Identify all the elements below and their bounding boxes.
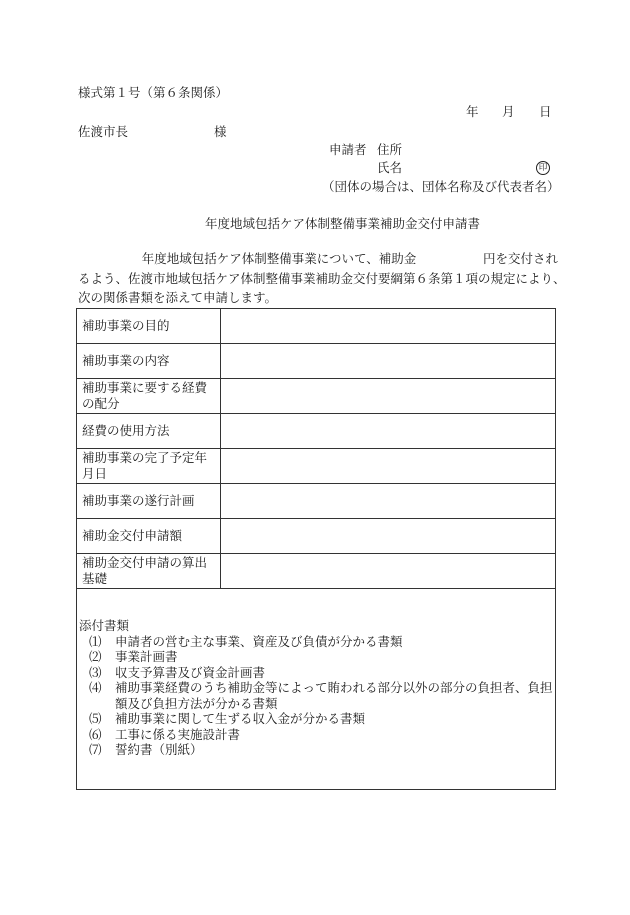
seal-text: 印 bbox=[536, 161, 550, 175]
body-line1-b: 円を交付され bbox=[482, 251, 558, 266]
row-label: 補助事業の目的 bbox=[77, 309, 221, 344]
attachment-number: ⑵ bbox=[89, 649, 102, 664]
addressee-honorific: 様 bbox=[214, 124, 227, 139]
row-label: 補助金交付申請額 bbox=[77, 519, 221, 554]
table-row bbox=[77, 449, 556, 484]
name-label: 氏名 bbox=[377, 160, 403, 175]
attachment-item bbox=[79, 665, 555, 681]
row-value-field[interactable] bbox=[221, 344, 556, 379]
row-label bbox=[77, 554, 221, 589]
row-label bbox=[77, 379, 221, 414]
attachment-text-group bbox=[115, 680, 553, 711]
applicant-label: 申請者 bbox=[329, 142, 367, 157]
row-value-field[interactable] bbox=[221, 379, 556, 414]
address-label: 住所 bbox=[377, 142, 403, 157]
attachment-number: ⑶ bbox=[89, 664, 102, 680]
document-title: 年度地域包括ケア体制整備事業補助金交付申請書 bbox=[205, 216, 481, 231]
form-number: 様式第１号（第６条関係） bbox=[78, 85, 229, 100]
attachment-text-continued: 額及び負担方法が分かる書類 bbox=[115, 695, 278, 711]
table-row bbox=[77, 484, 556, 519]
row-label: 経費の使用方法 bbox=[77, 414, 221, 449]
row-value-field[interactable] bbox=[221, 414, 556, 449]
table-row bbox=[77, 379, 556, 414]
attachment-text: 収支予算書及び資金計画書 bbox=[115, 664, 266, 680]
row-label-line-2: 基礎 bbox=[82, 571, 108, 586]
date-year-label: 年 bbox=[466, 104, 479, 119]
date-day-label: 日 bbox=[539, 104, 552, 119]
attachment-number: ⑷ bbox=[89, 680, 102, 695]
group-note: （団体の場合は、団体名称及び代表者名） bbox=[322, 179, 560, 194]
table-row bbox=[77, 344, 556, 379]
attachment-item bbox=[79, 680, 555, 711]
attachment-item bbox=[79, 727, 555, 743]
row-value-field[interactable] bbox=[221, 519, 556, 554]
row-label-line-2: の配分 bbox=[82, 396, 120, 411]
row-label: 補助事業の内容 bbox=[77, 344, 221, 379]
attachment-item bbox=[79, 742, 555, 758]
attachment-number: ⑸ bbox=[89, 711, 102, 726]
attachment-item bbox=[79, 634, 555, 650]
attachment-text: 補助事業に関して生ずる収入金が分かる書類 bbox=[115, 711, 366, 726]
attachment-number: ⑹ bbox=[89, 726, 102, 742]
row-label-line-1: 補助事業に要する経費 bbox=[82, 380, 208, 395]
attachment-text: 補助事業経費のうち補助金等によって賄われる部分以外の部分の負担者、負担 bbox=[115, 680, 553, 695]
table-row bbox=[77, 519, 556, 554]
attachments-section bbox=[77, 589, 555, 758]
attachment-text: 申請者の営む主な事業、資産及び負債が分かる書類 bbox=[115, 633, 403, 649]
table-row bbox=[77, 554, 556, 589]
body-line1-a: 年度地域包括ケア体制整備事業について、補助金 bbox=[141, 251, 417, 266]
attachments-row bbox=[77, 589, 556, 790]
application-table bbox=[76, 308, 556, 790]
attachment-number: ⑴ bbox=[89, 633, 102, 649]
body-text bbox=[78, 249, 566, 308]
body-line-3: 次の関係書類を添えて申請します。 bbox=[78, 290, 278, 305]
row-value-field[interactable] bbox=[221, 309, 556, 344]
attachment-text: 工事に係る実施設計書 bbox=[115, 726, 241, 742]
attachment-text: 事業計画書 bbox=[115, 649, 178, 664]
row-value-field[interactable] bbox=[221, 554, 556, 589]
attachment-item bbox=[79, 649, 555, 665]
row-label-line-1: 補助事業の完了予定年 bbox=[82, 450, 208, 465]
attachments-heading: 添付書類 bbox=[79, 618, 130, 633]
attachment-text: 誓約書（別紙） bbox=[115, 742, 203, 757]
table-row bbox=[77, 309, 556, 344]
date-month-label: 月 bbox=[502, 104, 515, 119]
attachments-cell bbox=[77, 589, 556, 790]
table-row bbox=[77, 414, 556, 449]
row-label-line-2: 月日 bbox=[82, 466, 108, 481]
row-label: 補助事業の遂行計画 bbox=[77, 484, 221, 519]
row-label bbox=[77, 449, 221, 484]
seal-mark bbox=[536, 160, 550, 175]
row-value-field[interactable] bbox=[221, 449, 556, 484]
body-line-2: るよう、佐渡市地域包括ケア体制整備事業補助金交付要綱第６条第１項の規定により、 bbox=[78, 270, 566, 286]
attachment-number: ⑺ bbox=[89, 742, 102, 757]
addressee-name: 佐渡市長 bbox=[78, 124, 129, 139]
attachment-item bbox=[79, 711, 555, 727]
row-value-field[interactable] bbox=[221, 484, 556, 519]
row-label-line-1: 補助金交付申請の算出 bbox=[82, 555, 208, 570]
body-line-1 bbox=[78, 249, 558, 269]
